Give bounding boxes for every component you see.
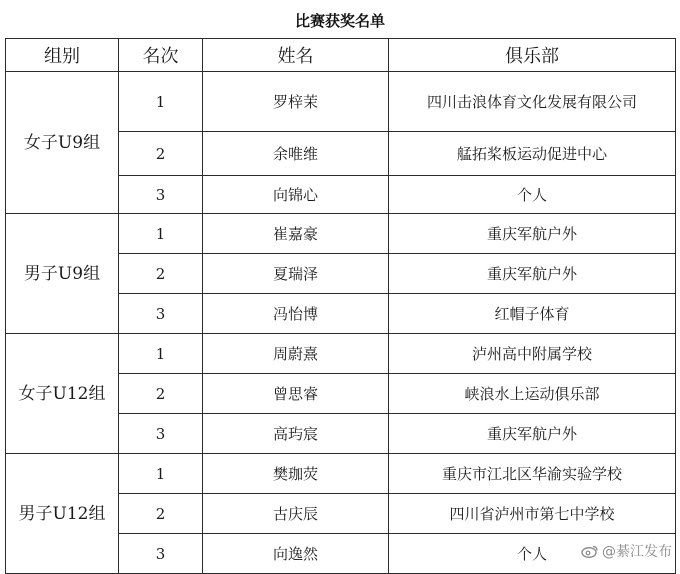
club-cell: 重庆军航户外 [389,214,676,254]
name-cell: 崔嘉豪 [203,214,389,254]
watermark-text: @綦江发布 [602,544,672,560]
rank-cell: 3 [119,534,203,574]
club-cell: 个人 [389,534,676,574]
rank-cell: 1 [119,334,203,374]
group-label: 男子U12组 [6,454,119,574]
name-cell: 曾思睿 [203,374,389,414]
group-label: 男子U9组 [6,214,119,334]
table-row [6,454,676,494]
rank-cell: 2 [119,494,203,534]
header-group: 组别 [6,39,119,72]
name-cell: 冯怡博 [203,294,389,334]
club-cell: 红帽子体育 [389,294,676,334]
header-club: 俱乐部 [389,39,676,72]
club-cell: 峡浪水上运动俱乐部 [389,374,676,414]
page-title: 比赛获奖名单 [294,12,385,30]
club-cell: 重庆军航户外 [389,414,676,454]
rank-cell: 3 [119,414,203,454]
name-cell: 向逸然 [203,534,389,574]
rank-cell: 3 [119,176,203,214]
club-cell: 四川击浪体育文化发展有限公司 [389,72,676,132]
club-cell: 四川省泸州市第七中学校 [389,494,676,534]
header-row [6,39,676,72]
name-cell: 古庆辰 [203,494,389,534]
club-cell: 艋拓桨板运动促进中心 [389,132,676,176]
awards-table [5,38,676,574]
table-row [6,214,676,254]
name-cell: 周蔚熹 [203,334,389,374]
name-cell: 夏瑞泽 [203,254,389,294]
weibo-icon [581,544,599,558]
group-label: 女子U12组 [6,334,119,454]
header-rank: 名次 [119,39,203,72]
group-label: 女子U9组 [6,72,119,214]
rank-cell: 1 [119,214,203,254]
name-cell: 樊珈荧 [203,454,389,494]
name-cell: 向锦心 [203,176,389,214]
rank-cell: 1 [119,454,203,494]
watermark [581,541,672,561]
name-cell: 余唯维 [203,132,389,176]
header-name: 姓名 [203,39,389,72]
rank-cell: 2 [119,254,203,294]
rank-cell: 2 [119,132,203,176]
table-row [6,72,676,132]
rank-cell: 3 [119,294,203,334]
table-row [6,334,676,374]
rank-cell: 2 [119,374,203,414]
name-cell: 高玙宸 [203,414,389,454]
club-cell: 重庆市江北区华渝实验学校 [389,454,676,494]
club-cell: 泸州高中附属学校 [389,334,676,374]
club-cell: 重庆军航户外 [389,254,676,294]
name-cell: 罗梓茉 [203,72,389,132]
rank-cell: 1 [119,72,203,132]
club-cell: 个人 [389,176,676,214]
